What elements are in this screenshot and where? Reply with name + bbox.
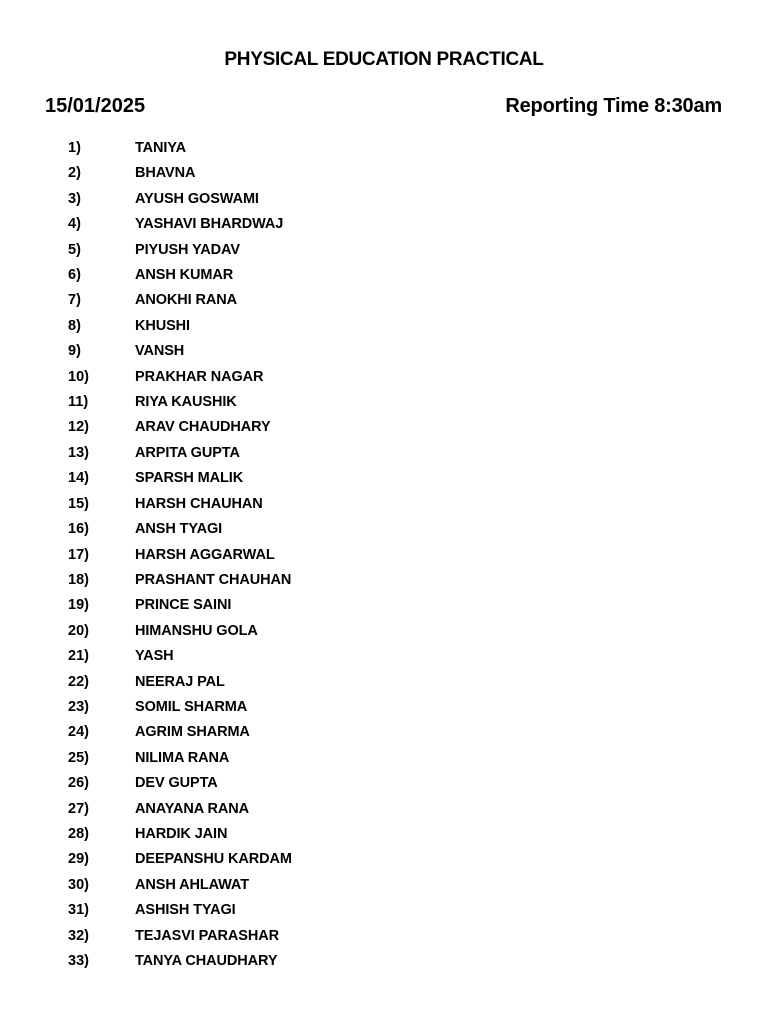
list-item [0, 670, 768, 695]
student-name: HARDIK JAIN [135, 825, 228, 842]
student-name: NILIMA RANA [135, 749, 230, 766]
student-name: ARAV CHAUDHARY [135, 419, 271, 436]
list-item-number: 11) [68, 394, 89, 411]
list-item-number: 15) [68, 495, 89, 512]
list-item-number: 33) [68, 953, 89, 969]
student-name: ARPITA GUPTA [135, 444, 240, 461]
list-item [0, 543, 768, 568]
list-item-number: 30) [68, 876, 89, 893]
student-name: HARSH AGGARWAL [135, 546, 275, 563]
student-name: ANSH KUMAR [135, 267, 234, 284]
list-item [0, 415, 768, 440]
list-item-number: 19) [68, 597, 89, 614]
student-name: ANSH AHLAWAT [135, 876, 249, 893]
student-name: ANSH TYAGI [135, 521, 223, 538]
list-item [0, 263, 768, 288]
list-item-number: 10) [68, 368, 89, 385]
list-item [0, 822, 768, 847]
list-item [0, 847, 768, 872]
list-item [0, 873, 768, 898]
list-item [0, 339, 768, 364]
list-item [0, 746, 768, 771]
student-name: BHAVNA [135, 165, 196, 182]
student-name: DEV GUPTA [135, 775, 218, 792]
list-item-number: 21) [68, 648, 89, 665]
student-name: SPARSH MALIK [135, 470, 244, 487]
student-name: YASHAVI BHARDWAJ [135, 216, 284, 233]
list-item-number: 22) [68, 673, 89, 690]
list-item [0, 212, 768, 237]
list-item-number: 23) [68, 698, 89, 715]
list-item [0, 797, 768, 822]
student-list [0, 136, 768, 974]
list-item-number: 24) [68, 724, 89, 741]
list-item-number: 31) [68, 902, 89, 919]
practical-date: 15/01/2025 [45, 95, 146, 117]
list-item [0, 695, 768, 720]
list-item [0, 720, 768, 745]
student-name: SOMIL SHARMA [135, 698, 248, 715]
student-name: YASH [135, 648, 174, 665]
list-item-number: 12) [68, 419, 89, 436]
list-item-number: 7) [68, 292, 81, 309]
list-item [0, 288, 768, 313]
list-item-number: 13) [68, 444, 89, 461]
list-item [0, 924, 768, 949]
list-item-number: 6) [68, 267, 81, 284]
list-item-number: 9) [68, 343, 81, 360]
student-name: TEJASVI PARASHAR [135, 927, 279, 944]
list-item [0, 517, 768, 542]
list-item [0, 136, 768, 161]
list-item-number: 28) [68, 825, 89, 842]
list-item-number: 27) [68, 800, 89, 817]
list-item [0, 466, 768, 491]
student-name: ASHISH TYAGI [135, 902, 236, 919]
student-name: TANIYA [135, 140, 186, 156]
student-name: ANAYANA RANA [135, 800, 250, 817]
list-item-number: 4) [68, 216, 81, 233]
list-item [0, 593, 768, 618]
list-item [0, 365, 768, 390]
list-item [0, 161, 768, 186]
list-item-number: 8) [68, 317, 81, 334]
list-item-number: 18) [68, 571, 89, 588]
list-item-number: 3) [68, 190, 81, 207]
student-name: RIYA KAUSHIK [135, 394, 237, 411]
student-name: DEEPANSHU KARDAM [135, 851, 292, 868]
list-item [0, 568, 768, 593]
student-name: PIYUSH YADAV [135, 241, 240, 258]
reporting-time: Reporting Time 8:30am [505, 95, 722, 117]
list-item [0, 390, 768, 415]
student-name: HIMANSHU GOLA [135, 622, 258, 639]
student-name: PRAKHAR NAGAR [135, 368, 264, 385]
student-name: VANSH [135, 343, 185, 360]
list-item-number: 29) [68, 851, 89, 868]
list-item-number: 16) [68, 521, 89, 538]
list-item-number: 1) [68, 140, 81, 156]
list-item [0, 898, 768, 923]
student-name: PRINCE SAINI [135, 597, 232, 614]
list-item-number: 2) [68, 165, 81, 182]
list-item-number: 25) [68, 749, 89, 766]
list-item [0, 187, 768, 212]
student-name: ANOKHI RANA [135, 292, 238, 309]
student-name: AYUSH GOSWAMI [135, 190, 259, 207]
list-item-number: 5) [68, 241, 81, 258]
list-item [0, 314, 768, 339]
document-title: PHYSICAL EDUCATION PRACTICAL [224, 49, 544, 70]
list-item [0, 441, 768, 466]
student-name: TANYA CHAUDHARY [135, 953, 278, 969]
list-item-number: 14) [68, 470, 89, 487]
student-name: PRASHANT CHAUHAN [135, 571, 292, 588]
list-item [0, 238, 768, 263]
list-item [0, 619, 768, 644]
list-item [0, 771, 768, 796]
list-item-number: 32) [68, 927, 89, 944]
list-item-number: 20) [68, 622, 89, 639]
student-name: HARSH CHAUHAN [135, 495, 263, 512]
list-item [0, 949, 768, 974]
list-item [0, 644, 768, 669]
list-item [0, 492, 768, 517]
list-item-number: 17) [68, 546, 89, 563]
student-name: NEERAJ PAL [135, 673, 225, 690]
student-name: KHUSHI [135, 317, 190, 334]
student-name: AGRIM SHARMA [135, 724, 250, 741]
list-item-number: 26) [68, 775, 89, 792]
